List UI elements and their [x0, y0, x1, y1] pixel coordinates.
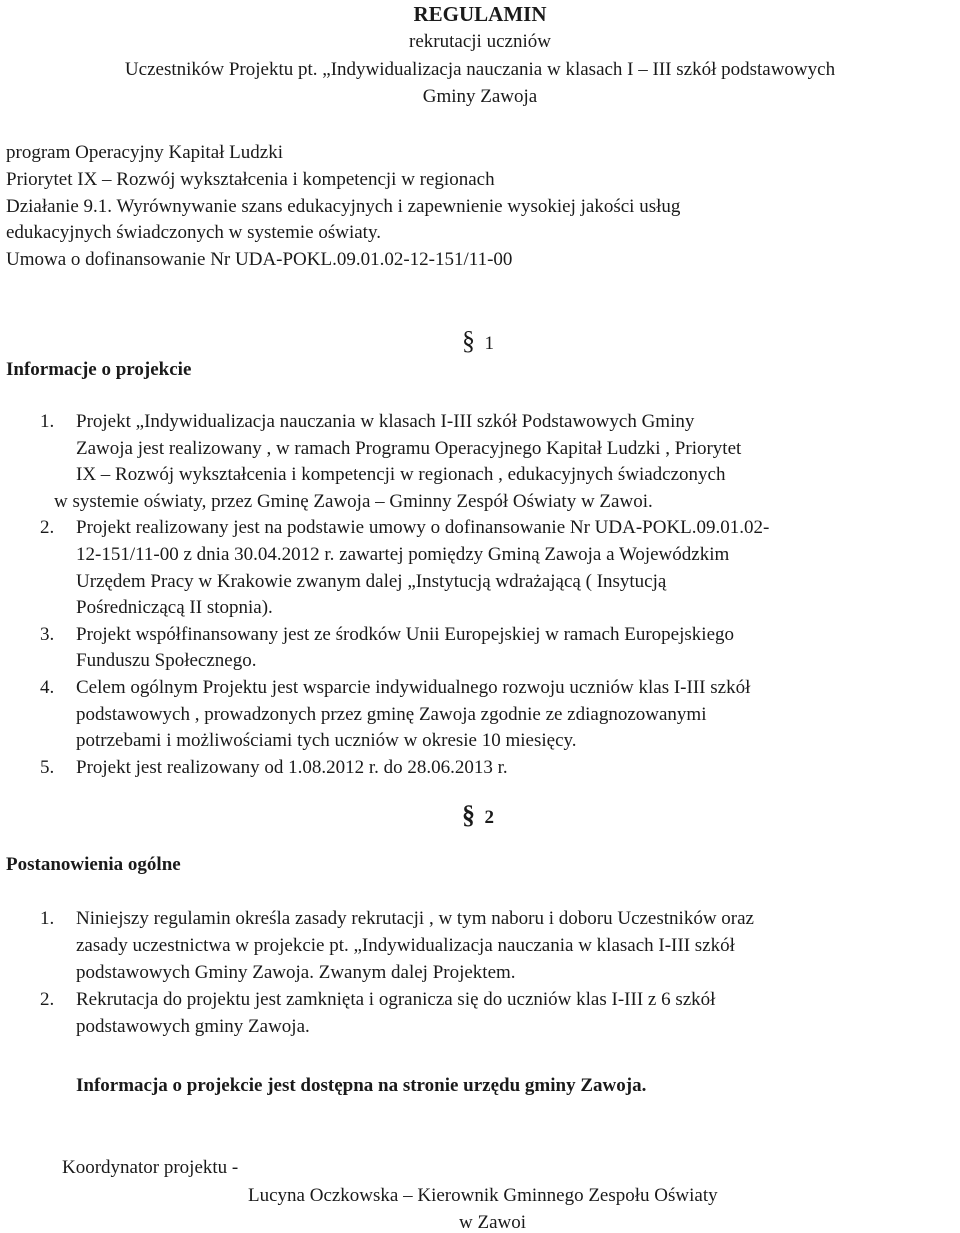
- program-line-2: Priorytet IX – Rozwój wykształcenia i kompetencji w regionach: [6, 169, 495, 190]
- list-item-number: 4.: [40, 677, 55, 698]
- list-item-line: Projekt jest realizowany od 1.08.2012 r. do 28.06.2013 r.: [76, 756, 508, 778]
- program-line-1: program Operacyjny Kapitał Ludzki: [6, 142, 283, 163]
- list-item-line: podstawowych Gminy Zawoja. Zwanym dalej Projektem.: [76, 962, 516, 983]
- info-notice: Informacja o projekcie jest dostępna na stronie urzędu gminy Zawoja.: [76, 1075, 647, 1096]
- paragraph-sign-icon: §: [462, 326, 475, 355]
- list-item-number: 1.: [40, 908, 55, 929]
- paragraph-sign-icon: §: [462, 800, 475, 829]
- list-item-line: Urzędem Pracy w Krakowie zwanym dalej „Instytucją wdrażającą ( Insytucją: [76, 570, 667, 592]
- list-item-number: 5.: [40, 756, 55, 778]
- list-item-line: podstawowych , prowadzonych przez gminę Zawoja zgodnie ze zdiagnozowanymi: [76, 703, 707, 725]
- list-item-line: Celem ogólnym Projektu jest wsparcie indywidualnego rozwoju uczniów klas I-III szkół: [76, 677, 751, 698]
- list-item-line: Zawoja jest realizowany , w ramach Programu Operacyjnego Kapitał Ludzki , Priorytet: [76, 437, 742, 459]
- list-item-line: Projekt „Indywidualizacja nauczania w klasach I-III szkół Podstawowych Gminy: [76, 411, 695, 432]
- coordinator-label: Koordynator projektu -: [62, 1157, 239, 1178]
- coordinator-name: Lucyna Oczkowska – Kierownik Gminnego Zespołu Oświaty: [248, 1185, 718, 1206]
- subtitle-line-2: Uczestników Projektu pt. „Indywidualizacja nauczania w klasach I – III szkół podstawowych: [124, 59, 836, 80]
- coordinator-place: w Zawoi: [459, 1212, 527, 1233]
- list-item-line: Niniejszy regulamin określa zasady rekrutacji , w tym naboru i doboru Uczestników oraz: [76, 908, 754, 929]
- list-item-line: Rekrutacja do projektu jest zamknięta i ogranicza się do uczniów klas I-III z 6 szkół: [76, 989, 716, 1010]
- list-item-line: Funduszu Społecznego.: [76, 650, 257, 672]
- program-line-4: edukacyjnych świadczonych w systemie oświaty.: [6, 222, 381, 243]
- section-1-number: 1: [484, 333, 494, 354]
- list-item-line: zasady uczestnictwa w projekcie pt. „Indywidualizacja nauczania w klasach I-III szkół: [76, 935, 735, 956]
- section-1-heading: Informacje o projekcie: [6, 359, 192, 380]
- list-item-number: 1.: [40, 411, 55, 432]
- section-2-number: 2: [484, 807, 494, 828]
- document-title: REGULAMIN: [413, 2, 547, 26]
- section-2-heading: Postanowienia ogólne: [6, 854, 181, 875]
- list-item-number: 2.: [40, 989, 55, 1010]
- program-line-3: Działanie 9.1. Wyrównywanie szans edukacyjnych i zapewnienie wysokiej jakości usług: [6, 196, 681, 217]
- list-item-line: Projekt realizowany jest na podstawie umowy o dofinansowanie Nr UDA-POKL.09.01.02-: [76, 517, 770, 539]
- list-item-number: 3.: [40, 623, 55, 645]
- list-item-line: Pośredniczącą II stopnia).: [76, 597, 273, 619]
- list-item-line: podstawowych gminy Zawoja.: [76, 1016, 310, 1037]
- subtitle-line-1: rekrutacji uczniów: [409, 31, 551, 52]
- program-line-5: Umowa o dofinansowanie Nr UDA-POKL.09.01.02-12-151/11-00: [6, 249, 513, 270]
- list-item-number: 2.: [40, 517, 55, 539]
- list-item-line: w systemie oświaty, przez Gminę Zawoja – Gminny Zespół Oświaty w Zawoi.: [54, 490, 653, 512]
- section-2-marker: [462, 802, 494, 828]
- subtitle-line-3: Gminy Zawoja: [422, 86, 538, 107]
- list-item-line: IX – Rozwój wykształcenia i kompetencji w regionach , edukacyjnych świadczonych: [76, 464, 726, 486]
- list-item-line: Projekt współfinansowany jest ze środków Unii Europejskiej w ramach Europejskiego: [76, 623, 734, 645]
- list-item-line: 12-151/11-00 z dnia 30.04.2012 r. zawartej pomiędzy Gminą Zawoja a Wojewódzkim: [76, 544, 730, 565]
- list-item-line: potrzebami i możliwościami tych uczniów w okresie 10 miesięcy.: [76, 730, 577, 752]
- section-1-marker: [462, 328, 494, 354]
